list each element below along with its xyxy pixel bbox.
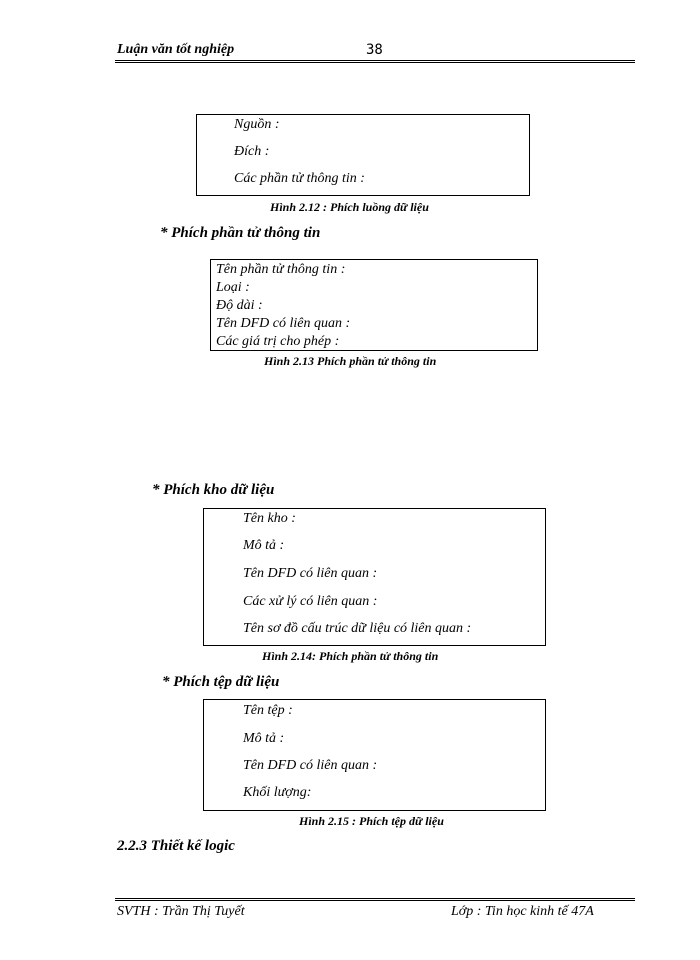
fig12-field-source: Nguồn : [234,117,280,132]
fig14-caption: Hình 2.14: Phích phần tử thông tin [262,649,439,663]
fig13-field-dfd: Tên DFD có liên quan : [216,316,351,331]
header-rule [115,60,635,63]
fig15-field-volume: Khối lượng: [243,785,312,800]
fig14-field-processes: Các xử lý có liên quan : [243,594,378,609]
fig12-field-destination: Đích : [234,144,270,159]
fig14-field-desc: Mô tả : [243,538,285,553]
section-file-title: * Phích tệp dữ liệu [162,674,280,690]
footer-author: SVTH : Trần Thị Tuyết [117,904,245,919]
fig14-field-name: Tên kho : [243,511,296,526]
fig15-field-name: Tên tệp : [243,703,293,718]
fig12-field-elements: Các phần tử thông tin : [234,171,365,186]
fig15-field-desc: Mô tả : [243,731,285,746]
fig14-field-dfd: Tên DFD có liên quan : [243,566,378,581]
fig12-caption: Hình 2.12 : Phích luồng dữ liệu [270,200,429,214]
fig15-caption: Hình 2.15 : Phích tệp dữ liệu [299,814,444,828]
header-title: Luận văn tốt nghiệp [117,42,235,57]
section-element-title: * Phích phần tử thông tin [160,225,321,241]
footer-class: Lớp : Tin học kinh tế 47A [451,904,594,919]
section-store-title: * Phích kho dữ liệu [152,482,275,498]
fig13-caption: Hình 2.13 Phích phần tử thông tin [264,354,437,368]
footer-rule [115,898,635,901]
section-heading-logic-design: 2.2.3 Thiết kế logic [117,838,235,854]
fig13-field-length: Độ dài : [216,298,263,313]
fig14-field-structure: Tên sơ đồ cấu trúc dữ liệu có liên quan : [243,621,472,636]
fig13-field-allowed: Các giá trị cho phép : [216,334,340,349]
page-number: 38 [366,42,383,58]
fig13-field-type: Loại : [216,280,250,295]
fig13-field-name: Tên phần tử thông tin : [216,262,346,277]
fig15-field-dfd: Tên DFD có liên quan : [243,758,378,773]
